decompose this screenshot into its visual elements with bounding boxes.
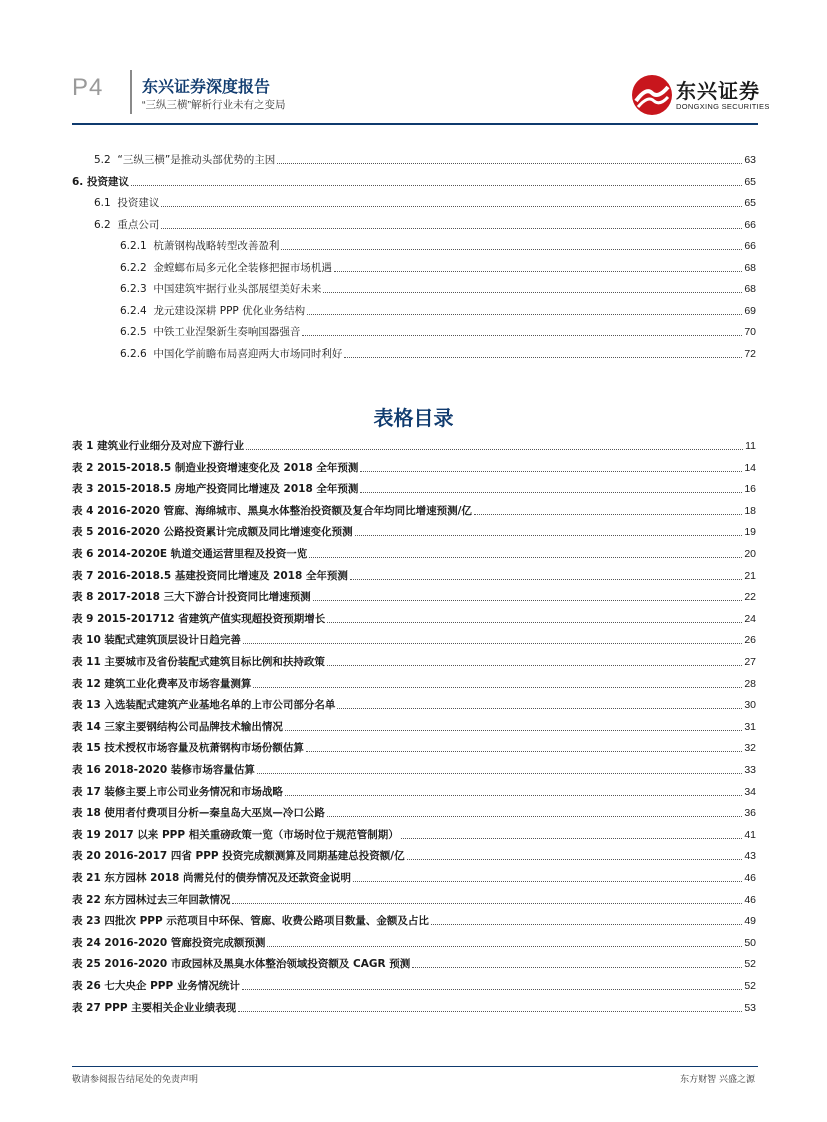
toc-number: 5.2 — [94, 154, 111, 166]
table-title: 表 12 建筑工业化费率及市场容量测算 — [72, 677, 252, 690]
toc-entry[interactable] — [72, 302, 756, 318]
leader-dots — [401, 838, 743, 839]
toc-entry[interactable] — [72, 259, 756, 275]
toc-page: 65 — [744, 197, 756, 209]
table-page: 20 — [744, 548, 756, 560]
toc-entry[interactable] — [72, 280, 756, 296]
table-entry[interactable] — [72, 718, 756, 734]
toc-title: 投资建议 — [86, 175, 129, 188]
table-title: 表 2 2015-2018.5 制造业投资增速变化及 2018 全年预测 — [72, 461, 359, 474]
table-title: 表 3 2015-2018.5 房地产投资同比增速及 2018 全年预测 — [72, 483, 359, 496]
leader-dots — [407, 859, 743, 860]
toc-number: 6.2.2 — [120, 261, 147, 274]
table-page: 28 — [744, 677, 756, 690]
table-title: 表 19 2017 以来 PPP 相关重磅政策一览（市场时位于规范管制期） — [72, 828, 399, 841]
table-page: 46 — [744, 872, 756, 884]
table-title: 表 1 建筑业行业细分及对应下游行业 — [72, 440, 245, 452]
table-page: 32 — [744, 742, 756, 755]
toc-title: 中国建筑牢据行业头部展望美好未来 — [153, 283, 322, 295]
toc-number: 6.2 — [94, 218, 111, 231]
table-entry[interactable] — [72, 934, 756, 950]
leader-dots — [242, 989, 742, 990]
toc-entry[interactable] — [72, 151, 756, 167]
table-page: 26 — [744, 634, 756, 647]
table-entry[interactable] — [72, 761, 756, 777]
table-entry[interactable] — [72, 696, 756, 712]
table-page: 27 — [744, 656, 756, 668]
toc-number: 6.2.4 — [120, 304, 147, 317]
table-page: 11 — [745, 440, 756, 452]
leader-dots — [353, 881, 742, 882]
report-subtitle: “三纵三横”解析行业未有之变局 — [142, 99, 286, 111]
table-title: 表 24 2016-2020 管廊投资完成额预测 — [72, 936, 266, 949]
table-entry[interactable] — [72, 804, 756, 820]
leader-dots — [246, 449, 743, 450]
toc-page: 65 — [744, 175, 756, 188]
leader-dots — [355, 535, 743, 536]
table-title: 表 27 PPP 主要相关企业业绩表现 — [72, 1001, 237, 1014]
toc-page: 72 — [744, 347, 756, 360]
footer-disclaimer: 敬请参阅报告结尾处的免责声明 — [72, 1075, 199, 1085]
table-page: 53 — [744, 1001, 756, 1014]
leader-dots — [313, 600, 743, 601]
table-entry[interactable] — [72, 955, 756, 971]
toc-title: 中国化学前瞻布局喜迎两大市场同时利好 — [153, 347, 343, 360]
table-title: 表 23 四批次 PPP 示范项目中环保、管廊、收费公路项目数量、金额及占比 — [72, 915, 429, 928]
table-title: 表 18 使用者付费项目分析—秦皇岛大巫岚—冷口公路 — [72, 807, 325, 820]
toc-number: 6. — [72, 175, 84, 188]
table-page: 43 — [744, 850, 756, 863]
table-page: 41 — [744, 828, 756, 841]
leader-dots — [327, 816, 742, 817]
toc-title: 重点公司 — [117, 218, 160, 231]
table-entry[interactable] — [72, 869, 756, 885]
table-page: 24 — [744, 612, 756, 625]
toc-page: 66 — [744, 240, 756, 252]
toc-page: 70 — [744, 326, 756, 338]
table-title: 表 17 装修主要上市公司业务情况和市场战略 — [72, 785, 283, 798]
tables-heading: 表格目录 — [373, 408, 454, 430]
table-page: 18 — [744, 504, 756, 517]
leader-dots — [131, 185, 742, 186]
table-title: 表 6 2014-2020E 轨道交通运营里程及投资一览 — [72, 548, 308, 560]
leader-dots — [257, 773, 742, 774]
table-title: 表 15 技术授权市场容量及杭萧钢构市场份额估算 — [72, 742, 304, 755]
toc-page: 69 — [744, 304, 756, 317]
table-entry[interactable] — [72, 523, 756, 539]
table-page: 36 — [744, 807, 756, 820]
leader-dots — [337, 708, 742, 709]
table-title: 表 11 主要城市及省份装配式建筑目标比例和扶持政策 — [72, 656, 325, 668]
toc-entry[interactable] — [72, 345, 756, 361]
table-page: 52 — [744, 958, 756, 971]
table-title: 表 22 东方园林过去三年回款情况 — [72, 893, 231, 906]
leader-dots — [334, 271, 742, 272]
table-title: 表 25 2016-2020 市政园林及黑臭水体整治领域投资额及 CAGR 预测 — [72, 958, 411, 971]
table-title: 表 9 2015-201712 省建筑产值实现超投资预期增长 — [72, 612, 326, 625]
table-title: 表 7 2016-2018.5 基建投资同比增速及 2018 全年预测 — [72, 569, 348, 582]
table-entry[interactable] — [72, 610, 756, 626]
table-title: 表 8 2017-2018 三大下游合计投资同比增速预测 — [72, 591, 311, 604]
logo-name-en: DONGXING SECURITIES — [676, 102, 770, 111]
leader-dots — [253, 687, 742, 688]
toc-title: “三纵三横”是推动头部优势的主因 — [117, 154, 276, 166]
table-entry[interactable] — [72, 999, 756, 1015]
table-page: 16 — [744, 483, 756, 496]
leader-dots — [474, 514, 742, 515]
toc-number: 6.2.1 — [120, 240, 147, 252]
table-entry[interactable] — [72, 502, 756, 518]
footer-rule — [72, 1066, 758, 1067]
leader-dots — [327, 665, 742, 666]
toc-entry[interactable] — [72, 216, 756, 232]
toc-title: 龙元建设深耕 PPP 优化业务结构 — [153, 304, 306, 317]
page-number: P4 — [72, 74, 104, 101]
table-entry[interactable] — [72, 480, 756, 496]
table-title: 表 14 三家主要钢结构公司品牌技术输出情况 — [72, 720, 283, 733]
leader-dots — [267, 946, 742, 947]
header-divider — [130, 70, 132, 114]
table-page: 19 — [744, 526, 756, 539]
footer-slogan: 东方财智 兴盛之源 — [680, 1075, 755, 1085]
table-entry[interactable] — [72, 739, 756, 755]
leader-dots — [309, 557, 742, 558]
table-entry[interactable] — [72, 912, 756, 928]
leader-dots — [350, 579, 742, 580]
leader-dots — [161, 206, 742, 207]
table-title: 表 26 七大央企 PPP 业务情况统计 — [72, 980, 240, 992]
table-page: 14 — [744, 461, 756, 474]
leader-dots — [431, 924, 742, 925]
table-page: 31 — [744, 720, 756, 733]
toc-page: 63 — [744, 154, 756, 166]
toc-number: 6.2.6 — [120, 347, 147, 360]
table-entry[interactable] — [72, 653, 756, 669]
table-entry[interactable] — [72, 545, 756, 561]
table-entry[interactable] — [72, 675, 756, 691]
leader-dots — [277, 163, 742, 164]
leader-dots — [285, 795, 742, 796]
table-page: 46 — [744, 893, 756, 906]
table-page: 50 — [744, 936, 756, 949]
toc-entry[interactable] — [72, 173, 756, 189]
toc-entry[interactable] — [72, 323, 756, 339]
company-logo — [630, 73, 770, 119]
table-page: 52 — [744, 980, 756, 992]
table-entry[interactable] — [72, 891, 756, 907]
leader-dots — [344, 357, 742, 358]
leader-dots — [243, 643, 742, 644]
table-entry[interactable] — [72, 977, 756, 993]
table-title: 表 21 东方园林 2018 尚需兑付的债券情况及还款资金说明 — [72, 872, 351, 884]
report-title: 东兴证券深度报告 — [142, 79, 271, 96]
toc-number: 6.2.3 — [120, 283, 147, 295]
leader-dots — [302, 335, 742, 336]
header-rule — [72, 123, 758, 125]
table-title: 表 5 2016-2020 公路投资累计完成额及同比增速变化预测 — [72, 526, 353, 539]
toc-title: 中铁工业涅槃新生奏响国器强音 — [153, 326, 301, 338]
table-title: 表 20 2016-2017 四省 PPP 投资完成额测算及同期基建总投资额/亿 — [72, 850, 405, 863]
table-entry[interactable] — [72, 847, 756, 863]
toc-entry[interactable] — [72, 237, 756, 253]
toc-title: 杭萧钢构战略转型改善盈利 — [153, 240, 280, 252]
table-entry[interactable] — [72, 567, 756, 583]
toc-entry[interactable] — [72, 194, 756, 210]
toc-page: 68 — [744, 283, 756, 295]
leader-dots — [360, 492, 742, 493]
leader-dots — [306, 751, 742, 752]
toc-title: 投资建议 — [117, 197, 160, 209]
leader-dots — [232, 903, 742, 904]
leader-dots — [360, 471, 742, 472]
leader-dots — [285, 730, 742, 731]
leader-dots — [323, 292, 742, 293]
leader-dots — [327, 622, 742, 623]
table-page: 30 — [744, 699, 756, 712]
leader-dots — [412, 967, 742, 968]
leader-dots — [238, 1011, 742, 1012]
table-entry[interactable] — [72, 588, 756, 604]
table-page: 22 — [744, 591, 756, 604]
table-page: 33 — [744, 764, 756, 776]
leader-dots — [281, 249, 742, 250]
table-title: 表 16 2018-2020 装修市场容量估算 — [72, 764, 255, 776]
table-page: 21 — [744, 569, 756, 582]
logo-mark-icon — [630, 73, 674, 117]
table-entry[interactable] — [72, 783, 756, 799]
table-page: 34 — [744, 785, 756, 798]
table-title: 表 13 入选装配式建筑产业基地名单的上市公司部分名单 — [72, 699, 336, 712]
table-title: 表 4 2016-2020 管廊、海绵城市、黑臭水体整治投资额及复合年均同比增速预测/亿 — [72, 504, 472, 517]
toc-page: 66 — [744, 218, 756, 231]
leader-dots — [307, 314, 742, 315]
toc-page: 68 — [744, 261, 756, 274]
leader-dots — [161, 228, 742, 229]
toc-number: 6.2.5 — [120, 326, 147, 338]
table-entry[interactable] — [72, 437, 756, 453]
table-page: 49 — [744, 915, 756, 928]
table-entry[interactable] — [72, 631, 756, 647]
table-entry[interactable] — [72, 459, 756, 475]
toc-number: 6.1 — [94, 197, 111, 209]
table-title: 表 10 装配式建筑顶层设计日趋完善 — [72, 634, 241, 647]
table-entry[interactable] — [72, 826, 756, 842]
logo-name-cn: 东兴证券 — [676, 81, 760, 103]
toc-title: 金螳螂布局多元化全装修把握市场机遇 — [153, 261, 332, 274]
